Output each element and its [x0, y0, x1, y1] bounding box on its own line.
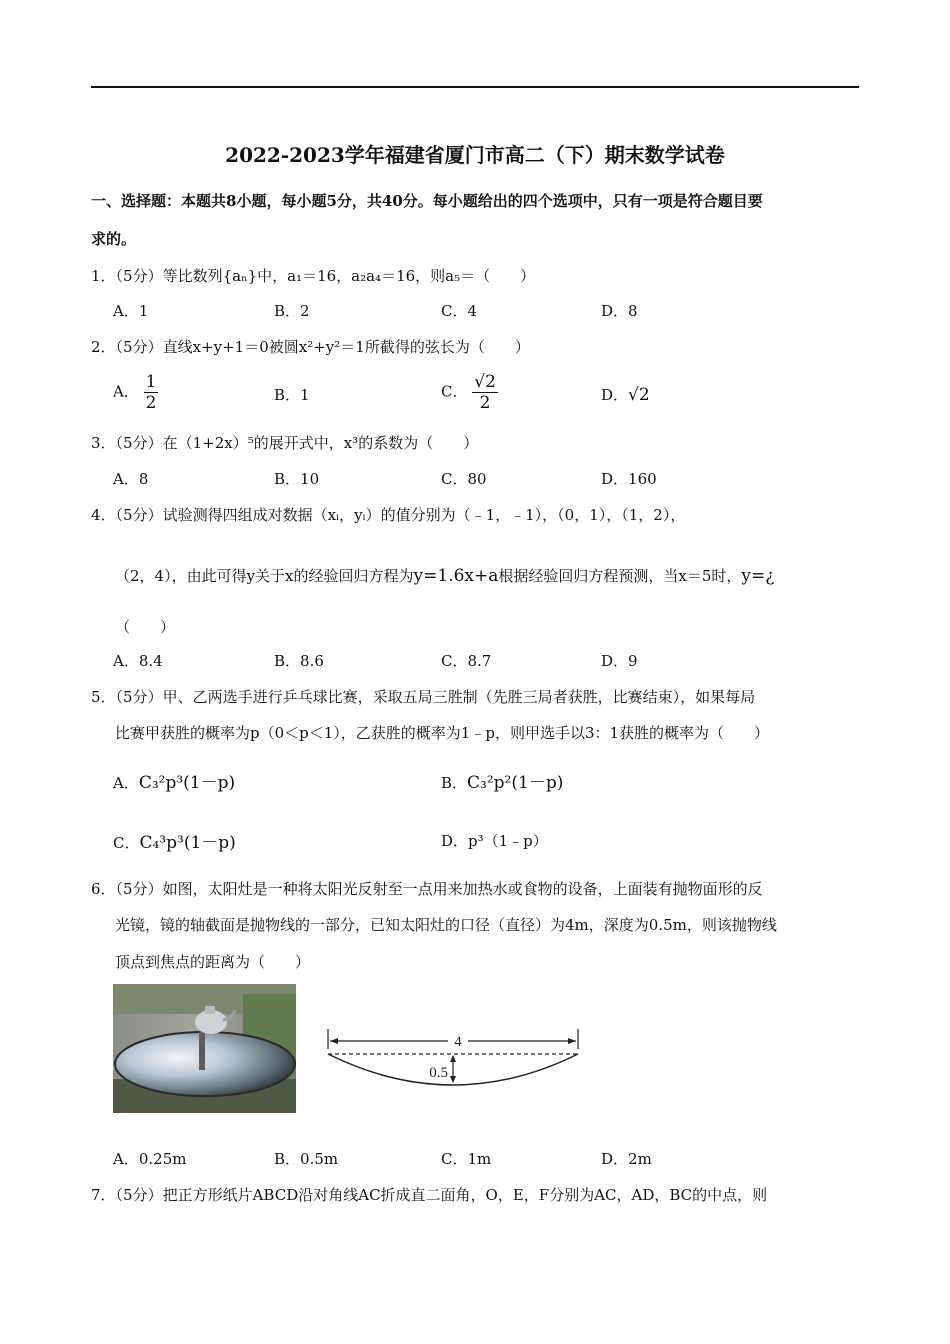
question-5-line2: 比赛甲获胜的概率为p（0＜p＜1），乙获胜的概率为1﹣p，则甲选手以3：1获胜的概率为（ ） [115, 724, 770, 742]
q2-option-d: D．√2 [601, 385, 650, 405]
q4-option-b: B．8.6 [274, 652, 324, 670]
page-title: 2022-2023学年福建省厦门市高二（下）期末数学试卷 [225, 143, 725, 167]
question-3: 3．（5分）在（1+2x）⁵的展开式中，x³的系数为（ ） [91, 434, 479, 452]
q6-option-c: C．1m [441, 1150, 492, 1168]
q6-option-b: B．0.5m [274, 1150, 339, 1168]
question-5: 5．（5分）甲、乙两选手进行乒乓球比赛，采取五局三胜制（先胜三局者获胜，比赛结束），如果每局 [91, 688, 756, 706]
top-rule [91, 86, 859, 88]
solar-cooker-photo [113, 984, 296, 1113]
fraction-root2-over-2: $\frac{√2}{2}$ [474, 372, 496, 413]
q6-option-d: D．2m [601, 1150, 652, 1168]
width-label: 4 [454, 1034, 462, 1050]
section-heading: 一、选择题：本题共8小题，每小题5分，共40分。每小题给出的四个选项中，只有一项是符合题目要 求的。 [91, 192, 763, 248]
q5-option-a: A．C₃²p³(1－p) [113, 773, 236, 793]
q4-option-c: C．8.7 [441, 652, 492, 670]
q3-option-d: D．160 [601, 470, 657, 488]
question-6-line3: 顶点到焦点的距离为（ ） [115, 953, 311, 971]
q1-option-d: D．8 [601, 302, 638, 320]
q4-option-d: D．9 [601, 652, 638, 670]
regression-equation: y=1.6x+a [413, 566, 499, 586]
q1-option-c: C．4 [441, 302, 478, 320]
q3-option-b: B．10 [274, 470, 320, 488]
depth-label: 0.5 [429, 1065, 448, 1081]
question-7: 7．（5分）把正方形纸片ABCD沿对角线AC折成直二面角，O，E，F分别为AC，AD，BC的中点，则 [91, 1186, 768, 1204]
question-6: 6．（5分）如图，太阳灶是一种将太阳光反射至一点用来加热水或食物的设备，上面装有抛物面形的反 [91, 880, 763, 898]
q2-option-b: B．1 [274, 386, 310, 404]
fraction-one-half: $\frac{1}{2}$ [145, 372, 157, 413]
q5-option-d: D．p³（1﹣p） [441, 832, 548, 850]
question-4-line2: （2，4），由此可得y关于x的经验回归方程为y=1.6x+a根据经验回归方程预测，当x＝5时，y=¿ [115, 566, 775, 586]
q5-option-c: C．C₄³p³(1－p) [113, 833, 236, 853]
q2-option-c: C． $\frac{√2}{2}$ [441, 372, 496, 413]
question-6-line2: 光镜，镜的轴截面是抛物线的一部分，已知太阳灶的口径（直径）为4m，深度为0.5m，则该抛物线 [115, 916, 777, 934]
q1-option-a: A．1 [113, 302, 149, 320]
question-1: 1．（5分）等比数列{aₙ}中，a₁＝16，a₂a₄＝16，则a₅＝（ ） [91, 267, 536, 285]
q4-option-a: A．8.4 [113, 652, 163, 670]
prediction-expression: y=¿ [741, 566, 775, 586]
q3-option-a: A．8 [113, 470, 149, 488]
q2-option-a: A． $\frac{1}{2}$ [113, 372, 157, 413]
q6-option-a: A．0.25m [113, 1150, 187, 1168]
q5-option-b: B．C₃²p²(1－p) [441, 773, 564, 793]
q1-option-b: B．2 [274, 302, 310, 320]
q3-option-c: C．80 [441, 470, 487, 488]
question-2: 2．（5分）直线x+y+1＝0被圆x²+y²＝1所截得的弦长为（ ） [91, 338, 530, 356]
question-4-line3: （ ） [115, 618, 176, 636]
parabola-diagram [322, 1025, 586, 1099]
question-4: 4．（5分）试验测得四组成对数据（xᵢ，yᵢ）的值分别为（﹣1，﹣1），（0，1），（1，2）， [91, 506, 686, 524]
